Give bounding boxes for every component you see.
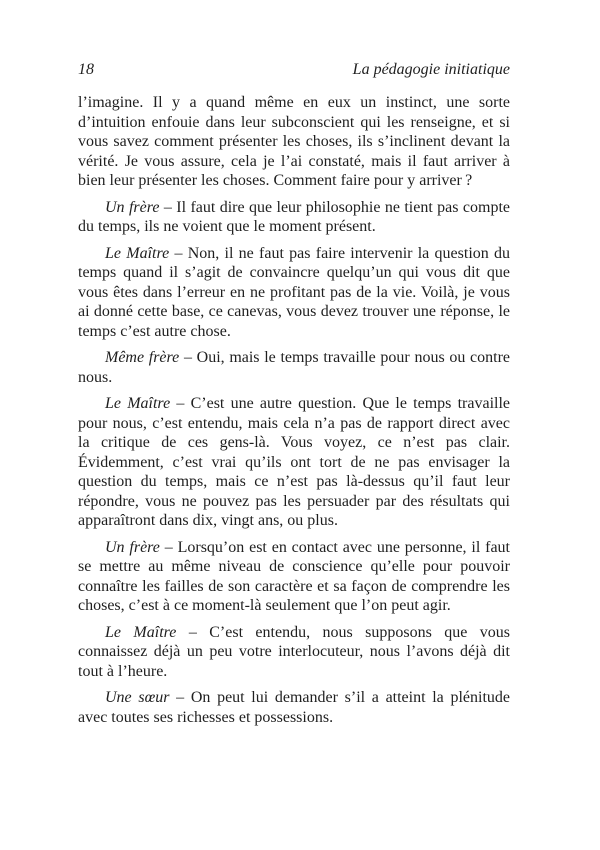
speaker-name: Le Maître — [105, 395, 171, 412]
paragraph: Le Maître – C’est entendu, nous supposons que vous connaissez déjà un peu votre interlocuteur, nous l’avons déjà dit tout à l’heure. — [78, 623, 511, 680]
speaker-name: Même frère — [105, 349, 180, 366]
paragraph: Un frère – Lorsqu’on est en contact avec une personne, il faut se mettre au même niveau de conscience qu’elle pour pouvoir connaître les failles de son caractère et sa façon de comprendre les choses, c’est à ce moment-là seulement que l’on peut agir. — [78, 538, 510, 614]
speaker-name: Le Maître — [105, 623, 177, 641]
paragraph: Une sœur – On peut lui demander s’il a atteint la plénitude avec toutes ses richesses et possessions. — [78, 689, 511, 726]
paragraph: l’imagine. Il y a quand même en eux un instinct, une sorte d’intuition enfouie dans leur subconscient qui les renseigne, et si vous savez comment présenter les choses, ils s’inclinent devant la vérité. Je vous assure, cela je l’ai constaté, mais il faut arriver à bien leur présenter les choses. Comment faire pour y arriver ? — [78, 94, 510, 189]
speaker-name: Le Maître — [105, 244, 170, 262]
running-title: La pédagogie initiatique — [352, 61, 510, 78]
paragraph: Le Maître – C’est une autre question. Que le temps travaille pour nous, c’est entendu, mais cela n’a pas de rapport direct avec la critique de ces gens-là. Vous voyez, ce n’est pas clair. Évidemment, c’est vrai qu’ils ont tort de ne pas envisager la question du temps, mais ce n’est pas là-dessus qu’il faut leur répondre, vous ne pouvez pas les persuader par des résultats qui apparaîtront dans dix, vingt ans, ou plus. — [78, 395, 511, 529]
speaker-name: Une sœur — [105, 689, 170, 706]
speaker-name: Un frère — [105, 538, 160, 556]
paragraph: Le Maître – Non, il ne faut pas faire intervenir la question du temps quand il s’agit de convaincre quelqu’un qui vous dit que vous êtes dans l’erreur en ne profitant pas de la vie. Voilà, je vous ai donné cette base, ce canevas, vous devez trouver une réponse, le temps c’est autre chose. — [78, 244, 511, 340]
paragraph: Même frère – Oui, mais le temps travaille pour nous ou contre nous. — [78, 349, 511, 386]
running-header — [78, 60, 510, 79]
paragraph: Un frère – Il faut dire que leur philosophie ne tient pas compte du temps, ils ne voient que le moment présent. — [78, 198, 511, 235]
page-number: 18 — [78, 61, 94, 78]
speaker-name: Un frère — [105, 198, 160, 216]
page-body — [78, 93, 510, 727]
